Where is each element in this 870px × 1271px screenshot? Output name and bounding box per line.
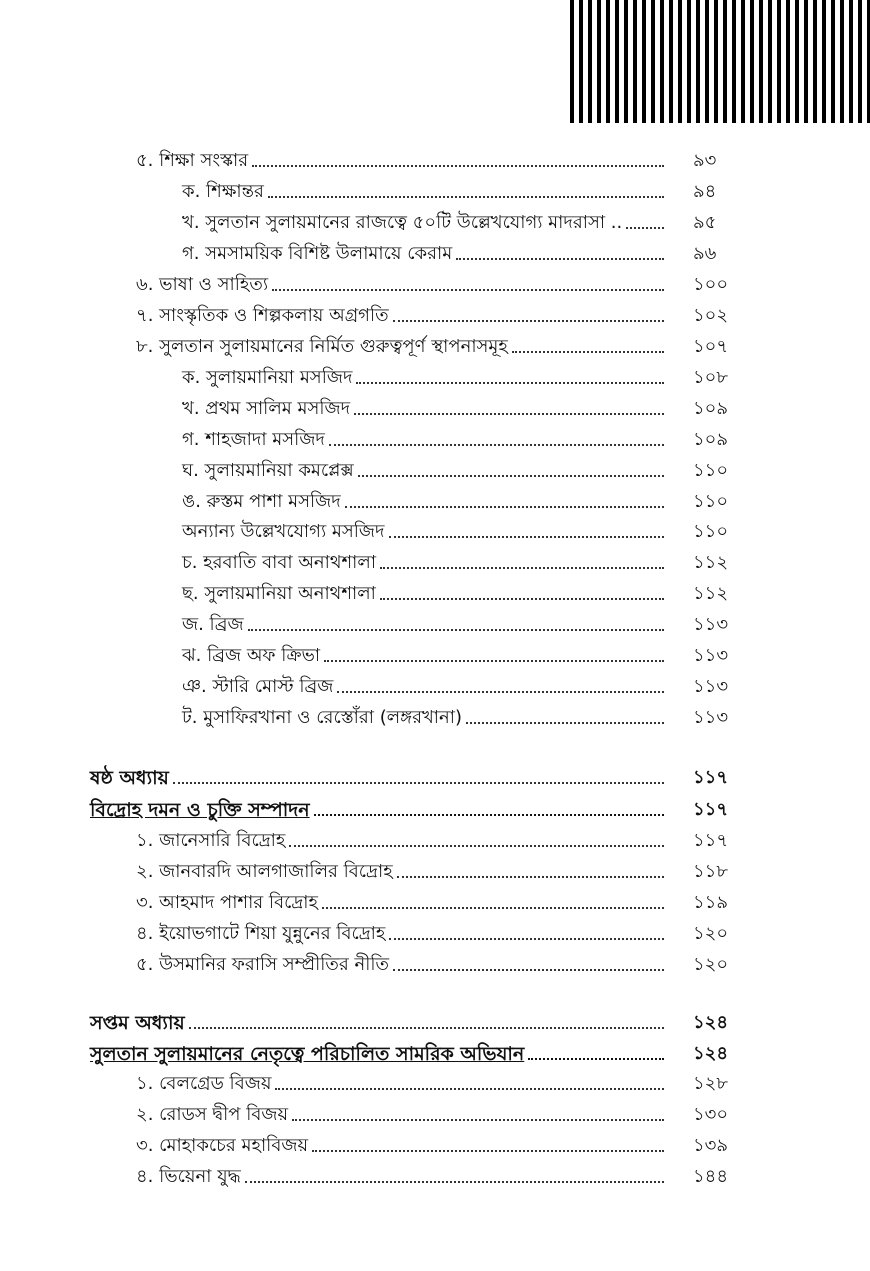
dot-leader (626, 227, 664, 229)
dot-leader (354, 413, 664, 415)
toc-entry-title: ২. রোডস দ্বীপ বিজয় (136, 1104, 289, 1125)
toc-entry-page: ১০৯ (693, 429, 729, 450)
toc-entry-page: ১১৮ (693, 861, 729, 882)
toc-entry (90, 1036, 729, 1066)
dot-leader (393, 320, 664, 322)
toc-entry-title: ছ. সুলায়মানিয়া অনাথশালা (182, 583, 376, 604)
toc-entry (136, 143, 717, 173)
dot-leader (189, 1027, 664, 1029)
toc-entry-title: ঝ. ব্রিজ অফ ক্রিভা (182, 645, 321, 666)
toc-entry (182, 236, 717, 266)
toc-entry-title: ষষ্ঠ অধ্যায় (90, 767, 169, 789)
toc-entry-title: ৪. ভিয়েনা যুদ্ধ (136, 1166, 241, 1187)
toc-entry-page: ১০৮ (693, 367, 729, 388)
toc-entry-page: ১১৩ (693, 614, 729, 635)
toc-entry-title: ঞ. স্টারি মোস্ট ব্রিজ (182, 676, 334, 697)
toc-entry-page: ১১০ (693, 491, 729, 512)
toc-entry (136, 916, 729, 946)
toc-entry-title: ৮. সুলতান সুলায়মানের নির্মিত গুরুত্বপূর্ণ স্থাপনাসমূহ (136, 336, 508, 357)
dot-leader (292, 1119, 664, 1121)
toc-entry-page: ১০০ (693, 274, 729, 295)
toc-entry-title: সপ্তম অধ্যায় (90, 1012, 185, 1034)
dot-leader (337, 691, 664, 693)
toc-entry-page: ১২০ (693, 954, 729, 975)
toc-entry (90, 792, 729, 822)
toc-entry-title: ক. সুলায়মানিয়া মসজিদ (182, 367, 353, 388)
toc-entry (136, 1159, 729, 1189)
dot-leader (324, 660, 664, 662)
toc-entry (136, 823, 729, 853)
toc-entry-title: ৫. শিক্ষা সংস্কার (136, 150, 249, 171)
toc-entry (136, 947, 729, 977)
toc-entry (182, 484, 729, 514)
toc-entry-page: ১১৩ (693, 676, 729, 697)
dot-leader (345, 506, 664, 508)
toc-entry-title: ২. জানবারদি আলগাজালির বিদ্রোহ (136, 861, 393, 882)
dot-leader (456, 258, 664, 260)
dot-leader (272, 289, 664, 291)
toc-entry (90, 760, 729, 790)
toc-entry-page: ১০২ (693, 305, 729, 326)
toc-entry-title: জ. ব্রিজ (182, 614, 244, 635)
toc-entry (182, 545, 729, 575)
toc-entry-title: ৬. ভাষা ও সাহিত্য (136, 274, 269, 295)
dot-leader (380, 598, 664, 600)
dot-leader (528, 1058, 664, 1060)
toc-entry (182, 638, 729, 668)
dot-leader (275, 1088, 664, 1090)
toc-entry (182, 174, 717, 204)
toc-entry-page: ১১৭ (693, 830, 729, 851)
dot-leader (268, 196, 664, 198)
toc-entry-page: ১১৭ (693, 767, 729, 788)
toc-entry-page: ১১৯ (693, 892, 729, 913)
toc-entry-title: ১. বেলগ্রেড বিজয় (136, 1073, 272, 1094)
toc-entry-page: ১৩৯ (693, 1135, 729, 1156)
toc-entry-page: ১২৪ (693, 1043, 729, 1064)
dot-leader (466, 722, 664, 724)
dot-leader (248, 629, 664, 631)
toc-entry (182, 391, 729, 421)
dot-leader (397, 876, 664, 878)
toc-entry-title: ৭. সাংস্কৃতিক ও শিল্পকলায় অগ্রগতি (136, 305, 389, 326)
dot-leader (358, 475, 664, 477)
toc-entry (182, 576, 729, 606)
toc-entry-page: ১১০ (693, 460, 729, 481)
toc-entry (136, 329, 729, 359)
dot-leader (252, 165, 664, 167)
toc-entry (182, 669, 729, 699)
toc-entry-page: ১১২ (693, 583, 729, 604)
dot-leader (245, 1181, 664, 1183)
toc-entry-page: ১১৩ (693, 707, 729, 728)
toc-entry-page: ৯৪ (693, 181, 717, 202)
toc-entry (182, 360, 729, 390)
toc-entry-page: ১২০ (693, 923, 729, 944)
toc-entry-page: ১৩০ (693, 1104, 729, 1125)
toc-entry-page: ১১০ (693, 521, 729, 542)
dot-leader (393, 969, 664, 971)
toc-entry-title: ৩. মোহাকচের মহাবিজয় (136, 1135, 309, 1156)
toc-entry (136, 267, 729, 297)
toc-entry-page: ১০৯ (693, 398, 729, 419)
toc-entry-title: ৪. ইয়োভগাটে শিয়া যুন্নুনের বিদ্রোহ (136, 923, 386, 944)
dot-leader (389, 938, 664, 940)
toc-entry-title: ট. মুসাফিরখানা ও রেস্তোঁরা (লঙ্গরখানা) (182, 707, 463, 728)
dot-leader (356, 382, 664, 384)
toc-entry-title: খ. প্রথম সালিম মসজিদ (182, 398, 351, 419)
toc-entry-title: গ. সমসাময়িক বিশিষ্ট উলামায়ে কেরাম (182, 243, 453, 264)
toc-entry (182, 422, 729, 452)
toc-entry-page: ১২৪ (693, 1012, 729, 1033)
toc-entry-page: ১১৭ (693, 799, 729, 820)
toc-entry-title: অন্যান্য উল্লেখযোগ্য মসজিদ (182, 521, 385, 542)
toc-entry (182, 607, 729, 637)
dot-leader (322, 907, 664, 909)
decorative-stripes (570, 0, 870, 123)
toc-entry-page: ১২৮ (693, 1073, 729, 1094)
toc-entry-page: ৯৩ (693, 150, 717, 171)
toc-entry-page: ৯৬ (693, 243, 717, 264)
toc-entry-page: ১৪৪ (693, 1166, 729, 1187)
dot-leader (312, 1150, 664, 1152)
toc-entry-title: চ. হরবাতি বাবা অনাথশালা (182, 552, 377, 573)
toc-entry-page: ১১২ (693, 552, 729, 573)
toc-entry (136, 854, 729, 884)
dot-leader (329, 444, 664, 446)
dot-leader (314, 814, 664, 816)
toc-entry (182, 514, 729, 544)
toc-entry-title: ক. শিক্ষান্তর (182, 181, 264, 202)
toc-entry (136, 298, 729, 328)
toc-entry-title: গ. শাহজাদা মসজিদ (182, 429, 325, 450)
dot-leader (389, 536, 665, 538)
toc-entry-title: বিদ্রোহ দমন ও চুক্তি সম্পাদন (90, 799, 310, 821)
toc-entry-title: খ. সুলতান সুলায়মানের রাজত্বে ৫০টি উল্লেখযোগ্য মাদরাসা .. (182, 212, 623, 233)
toc-entry-title: ঙ. রুস্তম পাশা মসজিদ (182, 491, 341, 512)
toc-entry-title: ১. জানেসারি বিদ্রোহ (136, 830, 286, 851)
toc-entry (182, 205, 717, 235)
toc-entry (90, 1005, 729, 1035)
toc-entry-page: ১১৩ (693, 645, 729, 666)
toc-entry-page: ১০৭ (693, 336, 729, 357)
toc-entry-title: ৫. উসমানির ফরাসি সম্প্রীতির নীতি (136, 954, 390, 975)
dot-leader (173, 782, 664, 784)
toc-entry (136, 885, 729, 915)
dot-leader (512, 351, 664, 353)
toc-entry-title: ৩. আহমাদ পাশার বিদ্রোহ (136, 892, 318, 913)
toc-entry-page: ৯৫ (693, 212, 717, 233)
toc-entry (182, 700, 729, 730)
toc-entry (136, 1066, 729, 1096)
toc-entry-title: ঘ. সুলায়মানিয়া কমপ্লেক্স (182, 460, 354, 481)
dot-leader (380, 567, 664, 569)
dot-leader (289, 845, 664, 847)
toc-entry (136, 1097, 729, 1127)
toc-entry-title: সুলতান সুলায়মানের নেতৃত্বে পরিচালিত সামরিক অভিযান (90, 1043, 525, 1065)
toc-entry (182, 453, 729, 483)
toc-entry (136, 1128, 729, 1158)
